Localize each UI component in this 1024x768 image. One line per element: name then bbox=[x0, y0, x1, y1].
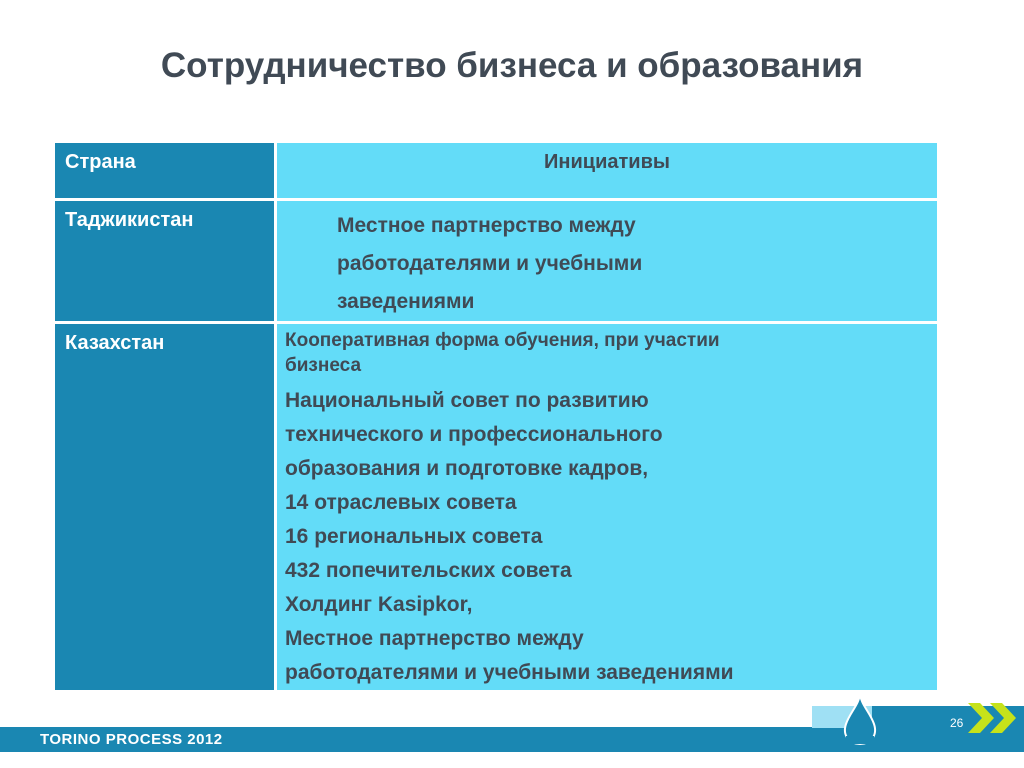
text-line: технического и профессионального bbox=[285, 423, 663, 446]
text-line: 14 отраслевых совета bbox=[285, 491, 517, 514]
text-line: Кооперативная форма обучения, при участии bbox=[285, 330, 720, 351]
text-line: бизнеса bbox=[285, 355, 362, 376]
text-line: 432 попечительских совета bbox=[285, 559, 572, 582]
double-chevron-right-icon[interactable] bbox=[968, 703, 1024, 733]
footer-label: TORINO PROCESS 2012 bbox=[40, 731, 223, 748]
tajikistan-initiatives bbox=[277, 201, 937, 321]
page-number: 26 bbox=[950, 716, 964, 730]
table-header-row bbox=[54, 142, 939, 200]
drop-icon bbox=[838, 690, 882, 746]
header-initiatives-cell: Инициативы bbox=[276, 142, 939, 200]
country-cell-tajikistan: Таджикистан bbox=[54, 200, 276, 323]
text-line: работодателями и учебными bbox=[337, 252, 643, 275]
text-line: Местное партнерство между bbox=[337, 214, 636, 237]
initiatives-table bbox=[52, 140, 940, 693]
text-line: Холдинг Kasipkor, bbox=[285, 593, 473, 616]
intro-text bbox=[285, 328, 929, 378]
text-line: образования и подготовке кадров, bbox=[285, 457, 649, 480]
text-line: Местное партнерство между bbox=[285, 627, 584, 650]
header-country-cell: Страна bbox=[54, 142, 276, 200]
initiatives-cell-kazakhstan bbox=[276, 323, 939, 692]
initiatives-cell-tajikistan bbox=[276, 200, 939, 323]
text-line: 16 региональных совета bbox=[285, 525, 543, 548]
kazakhstan-initiatives bbox=[277, 324, 937, 690]
country-cell-kazakhstan: Казахстан bbox=[54, 323, 276, 692]
table-row bbox=[54, 200, 939, 323]
text-line: Национальный совет по развитию bbox=[285, 389, 649, 412]
table-row bbox=[54, 323, 939, 692]
slide-title: Сотрудничество бизнеса и образования bbox=[160, 46, 864, 85]
text-line: заведениями bbox=[337, 290, 475, 313]
text-line: работодателями и учебными заведениями bbox=[285, 661, 734, 684]
